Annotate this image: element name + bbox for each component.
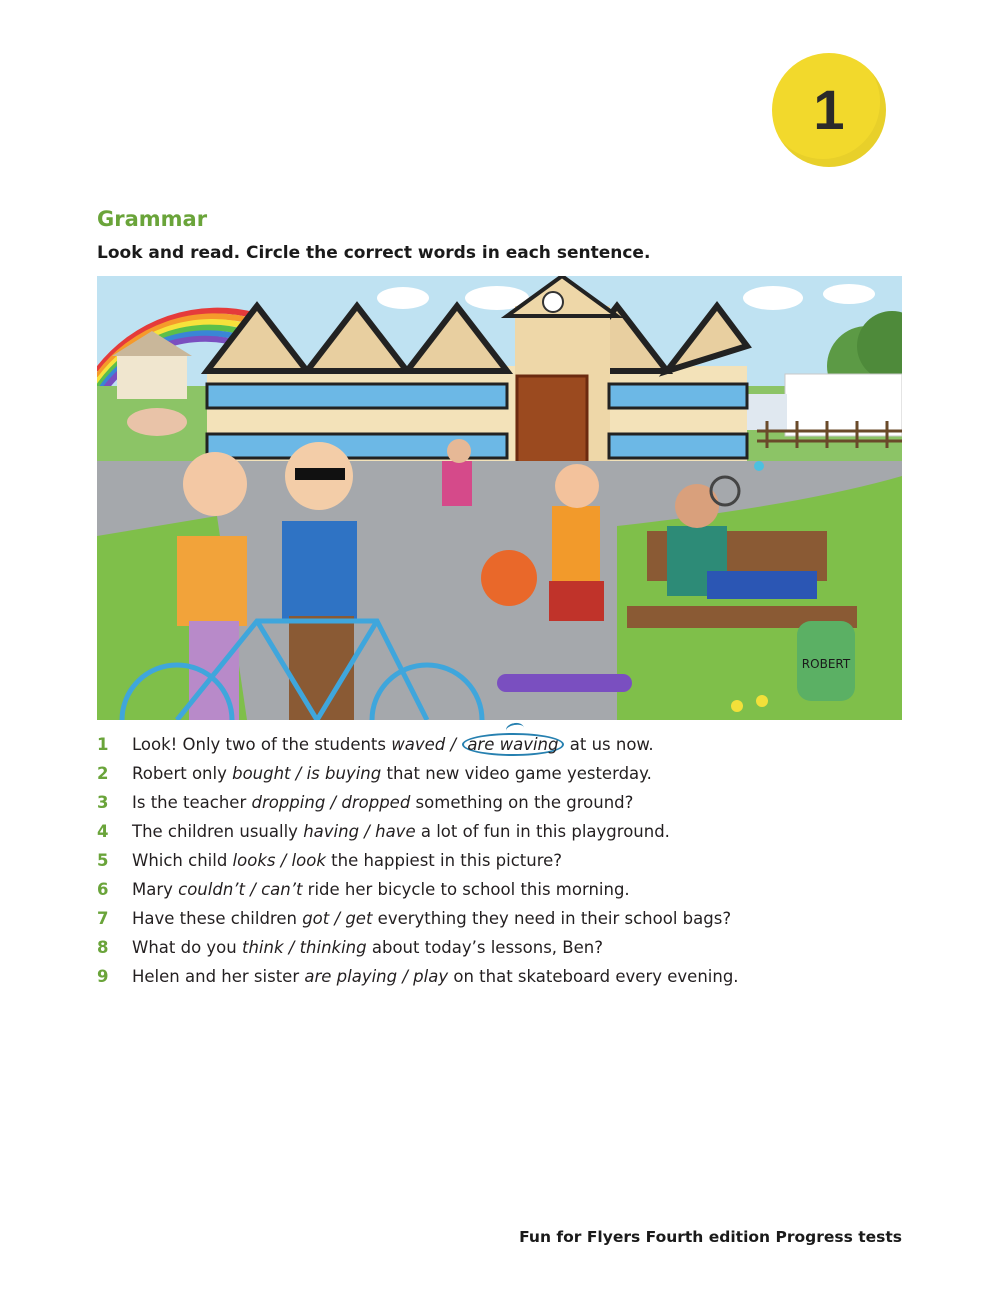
option-2[interactable]: is buying	[306, 764, 382, 783]
circled-answer[interactable]	[462, 733, 563, 756]
question-text: Have these children got / get everything they need in their school bags?	[132, 909, 732, 928]
question-text: Robert only bought / is buying that new video game yesterday.	[132, 764, 652, 783]
ball	[754, 461, 764, 471]
cloud	[823, 284, 875, 304]
question-text: Is the teacher dropping / dropped something on the ground?	[132, 793, 634, 812]
question-number: 2	[97, 764, 109, 783]
option-1[interactable]: having	[303, 822, 360, 841]
question-list	[97, 732, 902, 993]
question-item	[97, 732, 902, 761]
option-1[interactable]: couldn’t	[178, 880, 245, 899]
instruction-text: Look and read. Circle the correct words in each sentence.	[97, 243, 651, 263]
option-2: are waving	[467, 735, 559, 754]
boy-sunglasses-legs	[289, 616, 354, 720]
option-1[interactable]: looks	[232, 851, 276, 870]
question-number: 8	[97, 938, 109, 957]
option-2[interactable]: play	[413, 967, 449, 986]
option-1[interactable]: think	[241, 938, 284, 957]
question-text: Look! Only two of the students waved / are waving at us now.	[132, 732, 654, 757]
question-item	[97, 935, 902, 964]
footer-text: Fun for Flyers Fourth edition Progress tests	[519, 1228, 902, 1246]
page-number: 1	[813, 78, 845, 141]
option-1[interactable]: bought	[232, 764, 291, 783]
boy-legs	[707, 571, 817, 599]
question-text: Mary couldn’t / can’t ride her bicycle to school this morning.	[132, 880, 630, 899]
boy-sunglasses-body	[282, 521, 357, 621]
girl-head	[555, 464, 599, 508]
girl-left-head	[183, 452, 247, 516]
girl-skirt	[549, 581, 604, 621]
question-number: 5	[97, 851, 109, 870]
question-item	[97, 848, 902, 877]
cloud	[377, 287, 429, 309]
question-item	[97, 819, 902, 848]
option-1[interactable]: got	[302, 909, 330, 928]
question-number: 6	[97, 880, 109, 899]
question-number: 9	[97, 967, 109, 986]
skateboard	[497, 674, 632, 692]
window-row	[609, 384, 747, 408]
running-girl	[442, 461, 472, 506]
girl-left-body	[177, 536, 247, 626]
girl-body	[552, 506, 600, 586]
school-playground-illustration	[97, 276, 902, 720]
cow	[127, 408, 187, 436]
window-row	[207, 384, 507, 408]
question-item	[97, 877, 902, 906]
option-2[interactable]: can’t	[261, 880, 303, 899]
running-girl-head	[447, 439, 471, 463]
question-item	[97, 906, 902, 935]
option-1[interactable]: waved	[391, 735, 446, 754]
option-2[interactable]: thinking	[299, 938, 367, 957]
question-item	[97, 761, 902, 790]
option-2[interactable]: get	[345, 909, 373, 928]
question-number: 1	[97, 735, 109, 754]
window-row	[609, 434, 747, 458]
flower	[756, 695, 768, 707]
bag-label: ROBERT	[801, 657, 851, 671]
option-2[interactable]: look	[291, 851, 326, 870]
sunglasses	[295, 468, 345, 480]
option-2[interactable]: have	[375, 822, 416, 841]
option-1[interactable]: are playing	[304, 967, 398, 986]
section-title: Grammar	[97, 207, 208, 231]
question-number: 7	[97, 909, 109, 928]
question-number: 3	[97, 793, 109, 812]
question-text: Helen and her sister are playing / play on that skateboard every evening.	[132, 967, 739, 986]
question-text: What do you think / thinking about today’s lessons, Ben?	[132, 938, 603, 957]
question-item	[97, 790, 902, 819]
page-number-badge	[772, 53, 886, 167]
question-text: The children usually having / have a lot of fun in this playground.	[132, 822, 670, 841]
cloud	[743, 286, 803, 310]
flower	[731, 700, 743, 712]
question-text: Which child looks / look the happiest in this picture?	[132, 851, 563, 870]
option-1[interactable]: dropping	[251, 793, 326, 812]
question-item	[97, 964, 902, 993]
clock-icon	[543, 292, 563, 312]
pumpkin-bag	[481, 550, 537, 606]
farmhouse	[117, 354, 187, 399]
question-number: 4	[97, 822, 109, 841]
option-2[interactable]: dropped	[341, 793, 411, 812]
truck	[785, 374, 902, 436]
